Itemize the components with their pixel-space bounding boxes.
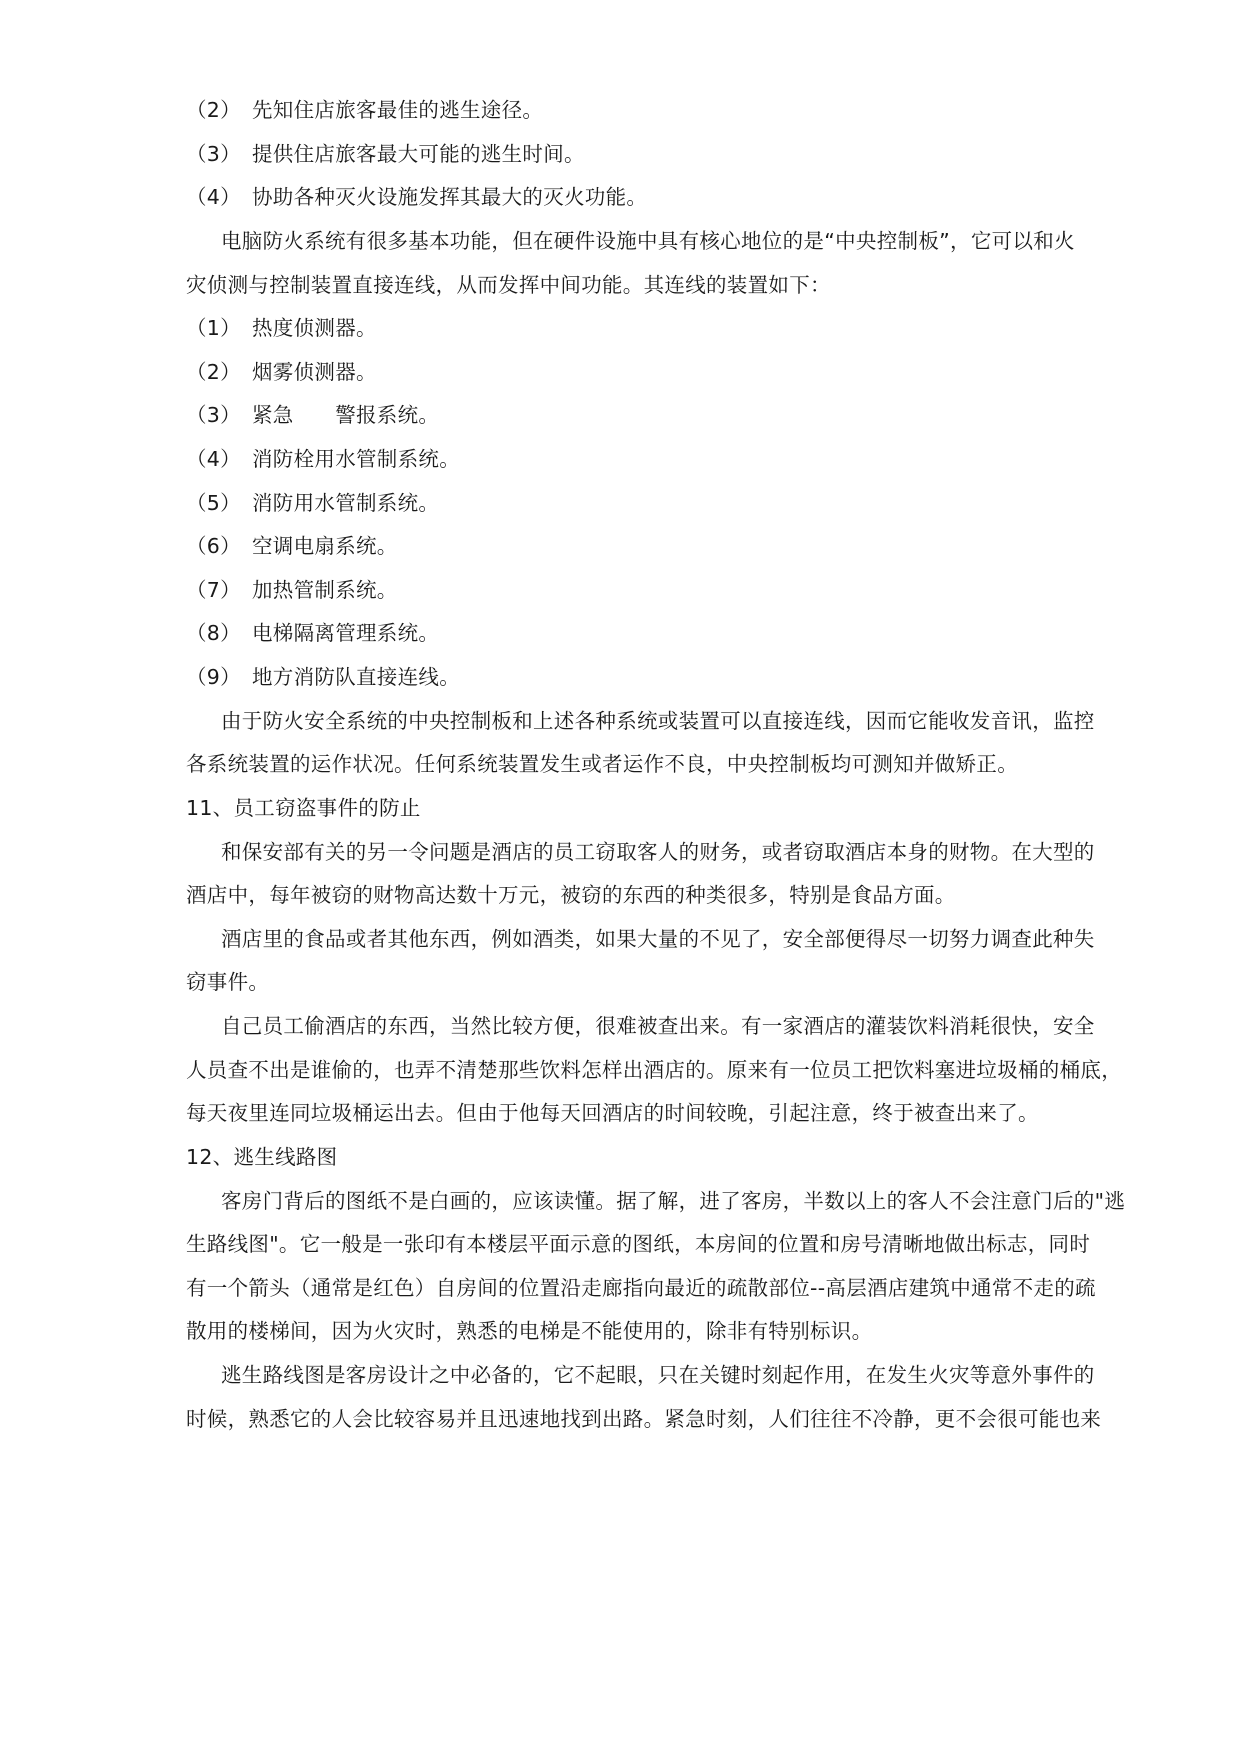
section-heading: 11、员工窃盗事件的防止: [186, 796, 421, 820]
paragraph-line: 自己员工偷酒店的东西，当然比较方便，很难被查出来。有一家酒店的灌装饮料消耗很快，安全: [221, 1014, 1095, 1038]
paragraph-line: 时候，熟悉它的人会比较容易并且迅速地找到出路。紧急时刻，人们往往不冷静，更不会很可能也来: [186, 1407, 1102, 1431]
list-item: （3） 紧急 警报系统。: [186, 403, 440, 427]
list-item: （2） 先知住店旅客最佳的逃生途径。: [186, 98, 544, 122]
paragraph-line: 酒店里的食品或者其他东西，例如酒类，如果大量的不见了，安全部便得尽一切努力调查此种失: [221, 927, 1095, 951]
paragraph-line: 窃事件。: [186, 970, 270, 994]
paragraph-line: 逃生路线图是客房设计之中必备的，它不起眼，只在关键时刻起作用，在发生火灾等意外事件的: [221, 1363, 1095, 1387]
list-item: （4） 消防栓用水管制系统。: [186, 447, 460, 471]
paragraph-line: 每天夜里连同垃圾桶运出去。但由于他每天回酒店的时间较晚，引起注意，终于被查出来了。: [186, 1101, 1039, 1125]
list-item: （3） 提供住店旅客最大可能的逃生时间。: [186, 142, 585, 166]
paragraph-line: 灾侦测与控制装置直接连线，从而发挥中间功能。其连线的装置如下：: [186, 273, 831, 297]
paragraph-line: 有一个箭头（通常是红色）自房间的位置沿走廊指向最近的疏散部位--高层酒店建筑中通常不走的疏: [186, 1276, 1096, 1300]
section-heading: 12、逃生线路图: [186, 1145, 338, 1169]
list-item: （5） 消防用水管制系统。: [186, 491, 440, 515]
list-item: （4） 协助各种灭火设施发挥其最大的灭火功能。: [186, 185, 648, 209]
paragraph-line: 人员查不出是谁偷的，也弄不清楚那些饮料怎样出酒店的。原来有一位员工把饮料塞进垃圾桶的桶底，: [186, 1058, 1122, 1082]
paragraph-line: 各系统装置的运作状况。任何系统装置发生或者运作不良，中央控制板均可测知并做矫正。: [186, 752, 1018, 776]
paragraph-line: 和保安部有关的另一令问题是酒店的员工窃取客人的财务，或者窃取酒店本身的财物。在大型的: [221, 840, 1095, 864]
list-item: （1） 热度侦测器。: [186, 316, 377, 340]
list-item: （7） 加热管制系统。: [186, 578, 398, 602]
paragraph-line: 电脑防火系统有很多基本功能，但在硬件设施中具有核心地位的是“中央控制板”，它可以和火: [221, 229, 1075, 253]
paragraph-line: 散用的楼梯间，因为火灾时，熟悉的电梯是不能使用的，除非有特别标识。: [186, 1319, 873, 1343]
paragraph-line: 酒店中，每年被窃的财物高达数十万元，被窃的东西的种类很多，特别是食品方面。: [186, 883, 956, 907]
list-item: （2） 烟雾侦测器。: [186, 360, 377, 384]
list-item: （6） 空调电扇系统。: [186, 534, 398, 558]
list-item: （9） 地方消防队直接连线。: [186, 665, 460, 689]
paragraph-line: 由于防火安全系统的中央控制板和上述各种系统或装置可以直接连线，因而它能收发音讯，监控: [221, 709, 1095, 733]
paragraph-line: 生路线图"。它一般是一张印有本楼层平面示意的图纸，本房间的位置和房号清晰地做出标志，同时: [186, 1232, 1091, 1256]
list-item: （8） 电梯隔离管理系统。: [186, 621, 440, 645]
paragraph-line: 客房门背后的图纸不是白画的，应该读懂。据了解，进了客房，半数以上的客人不会注意门后的"逃: [221, 1189, 1126, 1213]
